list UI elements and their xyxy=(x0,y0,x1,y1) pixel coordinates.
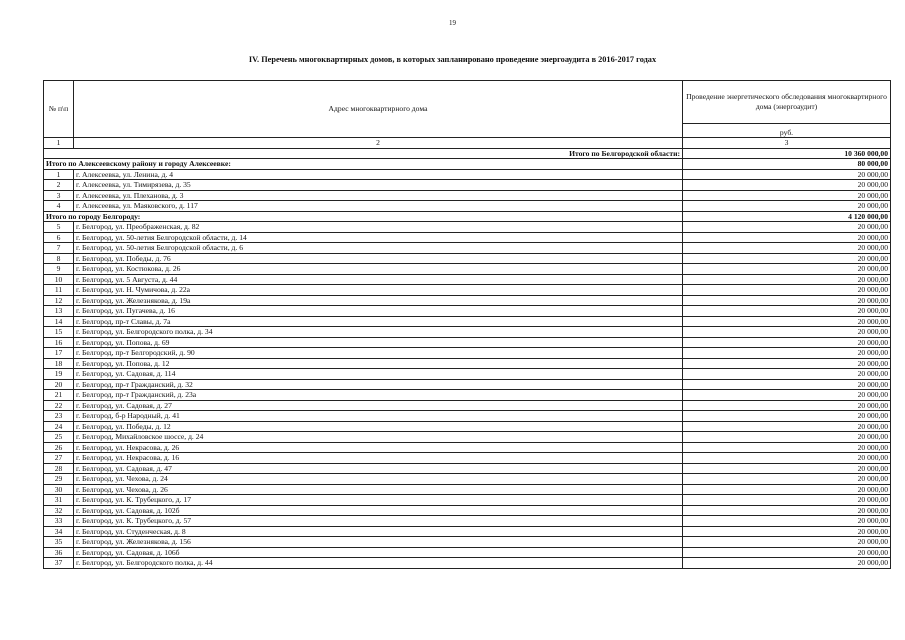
row-value: 20 000,00 xyxy=(683,253,891,264)
row-value: 20 000,00 xyxy=(683,274,891,285)
row-number: 27 xyxy=(44,453,74,464)
table-row xyxy=(44,421,891,432)
row-value: 20 000,00 xyxy=(683,537,891,548)
row-value: 20 000,00 xyxy=(683,369,891,380)
table-row xyxy=(44,432,891,443)
table-row xyxy=(44,526,891,537)
row-value: 20 000,00 xyxy=(683,285,891,296)
row-address: г. Белгород, ул. Попова, д. 12 xyxy=(74,358,683,369)
row-value: 20 000,00 xyxy=(683,316,891,327)
row-number: 35 xyxy=(44,537,74,548)
row-address: г. Белгород, ул. Преображенская, д. 82 xyxy=(74,222,683,233)
row-number: 20 xyxy=(44,379,74,390)
row-number: 10 xyxy=(44,274,74,285)
row-value: 20 000,00 xyxy=(683,463,891,474)
region-total-value: 10 360 000,00 xyxy=(683,148,891,159)
table-row xyxy=(44,348,891,359)
row-number: 33 xyxy=(44,516,74,527)
row-address: г. Белгород, ул. Н. Чумичова, д. 22а xyxy=(74,285,683,296)
row-address: г. Белгород, ул. К. Трубецкого, д. 57 xyxy=(74,516,683,527)
page-number: 19 xyxy=(449,19,456,27)
row-value: 20 000,00 xyxy=(683,169,891,180)
row-address: г. Белгород, ул. Железнякова, д. 19а xyxy=(74,295,683,306)
row-number: 1 xyxy=(44,169,74,180)
row-number: 34 xyxy=(44,526,74,537)
row-value: 20 000,00 xyxy=(683,232,891,243)
row-value: 20 000,00 xyxy=(683,453,891,464)
header-address: Адрес многоквартирного дома xyxy=(74,81,683,138)
row-address: г. Белгород, б-р Народный, д. 41 xyxy=(74,411,683,422)
row-value: 20 000,00 xyxy=(683,495,891,506)
row-number: 8 xyxy=(44,253,74,264)
group-subtotal-row xyxy=(44,211,891,222)
row-number: 5 xyxy=(44,222,74,233)
header-number: № п\п xyxy=(44,81,74,138)
table-row xyxy=(44,369,891,380)
document-title: IV. Перечень многоквартирных домов, в которых запланировано проведение энергоаудита в 2016-2017 годах xyxy=(248,55,657,64)
row-address: г. Белгород, ул. Победы, д. 76 xyxy=(74,253,683,264)
row-value: 20 000,00 xyxy=(683,337,891,348)
table-row xyxy=(44,264,891,275)
table-row xyxy=(44,537,891,548)
table-row xyxy=(44,358,891,369)
row-value: 20 000,00 xyxy=(683,295,891,306)
row-number: 26 xyxy=(44,442,74,453)
column-number-row xyxy=(44,138,891,149)
row-address: г. Белгород, пр-т Гражданский, д. 23а xyxy=(74,390,683,401)
row-value: 20 000,00 xyxy=(683,442,891,453)
row-value: 20 000,00 xyxy=(683,400,891,411)
row-value: 20 000,00 xyxy=(683,558,891,569)
row-address: г. Белгород, ул. Садовая, д. 102б xyxy=(74,505,683,516)
row-number: 2 xyxy=(44,180,74,191)
row-value: 20 000,00 xyxy=(683,526,891,537)
table-row xyxy=(44,558,891,569)
table-row xyxy=(44,232,891,243)
row-address: г. Белгород, ул. 50-летия Белгородской области, д. 14 xyxy=(74,232,683,243)
table-row xyxy=(44,453,891,464)
row-number: 18 xyxy=(44,358,74,369)
region-total-label: Итого по Белгородской области: xyxy=(44,148,683,159)
row-address: г. Белгород, ул. Попова, д. 69 xyxy=(74,337,683,348)
table-row xyxy=(44,337,891,348)
row-number: 4 xyxy=(44,201,74,212)
row-number: 22 xyxy=(44,400,74,411)
table-row xyxy=(44,274,891,285)
row-number: 24 xyxy=(44,421,74,432)
row-number: 3 xyxy=(44,190,74,201)
row-value: 20 000,00 xyxy=(683,358,891,369)
row-address: г. Белгород, ул. Садовая, д. 27 xyxy=(74,400,683,411)
group-subtotal-label: Итого по Алексеевскому району и городу Алексеевке: xyxy=(44,159,683,170)
table-row xyxy=(44,190,891,201)
row-address: г. Белгород, ул. Белгородского полка, д. 34 xyxy=(74,327,683,338)
table-row xyxy=(44,253,891,264)
row-value: 20 000,00 xyxy=(683,306,891,317)
row-address: г. Белгород, ул. Чехова, д. 24 xyxy=(74,474,683,485)
group-subtotal-value: 80 000,00 xyxy=(683,159,891,170)
row-number: 36 xyxy=(44,547,74,558)
row-number: 9 xyxy=(44,264,74,275)
table-header-row xyxy=(44,81,891,124)
row-value: 20 000,00 xyxy=(683,516,891,527)
row-number: 28 xyxy=(44,463,74,474)
row-address: г. Белгород, пр-т Славы, д. 7а xyxy=(74,316,683,327)
row-value: 20 000,00 xyxy=(683,505,891,516)
row-address: г. Алексеевка, ул. Маяковского, д. 117 xyxy=(74,201,683,212)
row-number: 16 xyxy=(44,337,74,348)
row-value: 20 000,00 xyxy=(683,547,891,558)
group-subtotal-value: 4 120 000,00 xyxy=(683,211,891,222)
row-number: 7 xyxy=(44,243,74,254)
row-address: г. Белгород, ул. Некрасова, д. 16 xyxy=(74,453,683,464)
row-address: г. Белгород, пр-т Гражданский, д. 32 xyxy=(74,379,683,390)
table-row xyxy=(44,484,891,495)
row-value: 20 000,00 xyxy=(683,432,891,443)
row-address: г. Белгород, ул. Белгородского полка, д. 44 xyxy=(74,558,683,569)
table-row xyxy=(44,474,891,485)
table-row xyxy=(44,222,891,233)
row-address: г. Белгород, ул. Студенческая, д. 8 xyxy=(74,526,683,537)
row-value: 20 000,00 xyxy=(683,379,891,390)
row-number: 37 xyxy=(44,558,74,569)
table-row xyxy=(44,180,891,191)
row-value: 20 000,00 xyxy=(683,327,891,338)
row-address: г. Алексеевка, ул. Ленина, д. 4 xyxy=(74,169,683,180)
row-address: г. Белгород, ул. Садовая, д. 106б xyxy=(74,547,683,558)
region-total-row xyxy=(44,148,891,159)
row-number: 19 xyxy=(44,369,74,380)
table-row xyxy=(44,442,891,453)
houses-table xyxy=(43,80,891,569)
row-number: 12 xyxy=(44,295,74,306)
row-value: 20 000,00 xyxy=(683,243,891,254)
table-row xyxy=(44,169,891,180)
row-value: 20 000,00 xyxy=(683,474,891,485)
row-value: 20 000,00 xyxy=(683,180,891,191)
group-subtotal-label: Итого по городу Белгороду: xyxy=(44,211,683,222)
row-address: г. Белгород, ул. Чехова, д. 26 xyxy=(74,484,683,495)
row-value: 20 000,00 xyxy=(683,390,891,401)
table-row xyxy=(44,390,891,401)
table-row xyxy=(44,306,891,317)
row-value: 20 000,00 xyxy=(683,421,891,432)
table-row xyxy=(44,327,891,338)
row-value: 20 000,00 xyxy=(683,222,891,233)
table-row xyxy=(44,516,891,527)
table-row xyxy=(44,547,891,558)
table-row xyxy=(44,243,891,254)
row-number: 13 xyxy=(44,306,74,317)
row-address: г. Белгород, ул. Победы, д. 12 xyxy=(74,421,683,432)
row-number: 11 xyxy=(44,285,74,296)
column-number: 2 xyxy=(74,138,683,149)
row-number: 25 xyxy=(44,432,74,443)
row-address: г. Белгород, ул. Садовая, д. 47 xyxy=(74,463,683,474)
table-body xyxy=(44,81,891,569)
table-row xyxy=(44,316,891,327)
row-number: 14 xyxy=(44,316,74,327)
row-number: 32 xyxy=(44,505,74,516)
row-number: 17 xyxy=(44,348,74,359)
row-number: 30 xyxy=(44,484,74,495)
row-address: г. Белгород, ул. Некрасова, д. 26 xyxy=(74,442,683,453)
row-address: г. Белгород, ул. 5 Августа, д. 44 xyxy=(74,274,683,285)
header-audit: Проведение энергетического обследования многоквартирного дома (энергоаудит) xyxy=(683,81,891,124)
row-address: г. Белгород, ул. Пугачева, д. 16 xyxy=(74,306,683,317)
row-address: г. Белгород, ул. Костюкова, д. 26 xyxy=(74,264,683,275)
row-value: 20 000,00 xyxy=(683,484,891,495)
row-value: 20 000,00 xyxy=(683,201,891,212)
row-address: г. Алексеевка, ул. Тимирязева, д. 35 xyxy=(74,180,683,191)
table-row xyxy=(44,285,891,296)
table-row xyxy=(44,400,891,411)
row-number: 31 xyxy=(44,495,74,506)
row-value: 20 000,00 xyxy=(683,190,891,201)
row-number: 29 xyxy=(44,474,74,485)
header-unit: руб. xyxy=(683,124,891,138)
column-number: 3 xyxy=(683,138,891,149)
row-address: г. Алексеевка, ул. Плеханова, д. 3 xyxy=(74,190,683,201)
row-number: 15 xyxy=(44,327,74,338)
table-row xyxy=(44,379,891,390)
table-row xyxy=(44,201,891,212)
row-value: 20 000,00 xyxy=(683,411,891,422)
row-number: 21 xyxy=(44,390,74,401)
row-number: 23 xyxy=(44,411,74,422)
row-address: г. Белгород, ул. Железнякова, д. 156 xyxy=(74,537,683,548)
table-row xyxy=(44,411,891,422)
table-row xyxy=(44,505,891,516)
table-row xyxy=(44,463,891,474)
row-value: 20 000,00 xyxy=(683,264,891,275)
row-number: 6 xyxy=(44,232,74,243)
row-value: 20 000,00 xyxy=(683,348,891,359)
row-address: г. Белгород, ул. К. Трубецкого, д. 17 xyxy=(74,495,683,506)
column-number: 1 xyxy=(44,138,74,149)
row-address: г. Белгород, Михайловское шоссе, д. 24 xyxy=(74,432,683,443)
row-address: г. Белгород, ул. Садовая, д. 114 xyxy=(74,369,683,380)
row-address: г. Белгород, ул. 50-летия Белгородской области, д. 6 xyxy=(74,243,683,254)
row-address: г. Белгород, пр-т Белгородский, д. 90 xyxy=(74,348,683,359)
table-row xyxy=(44,495,891,506)
group-subtotal-row xyxy=(44,159,891,170)
table-row xyxy=(44,295,891,306)
